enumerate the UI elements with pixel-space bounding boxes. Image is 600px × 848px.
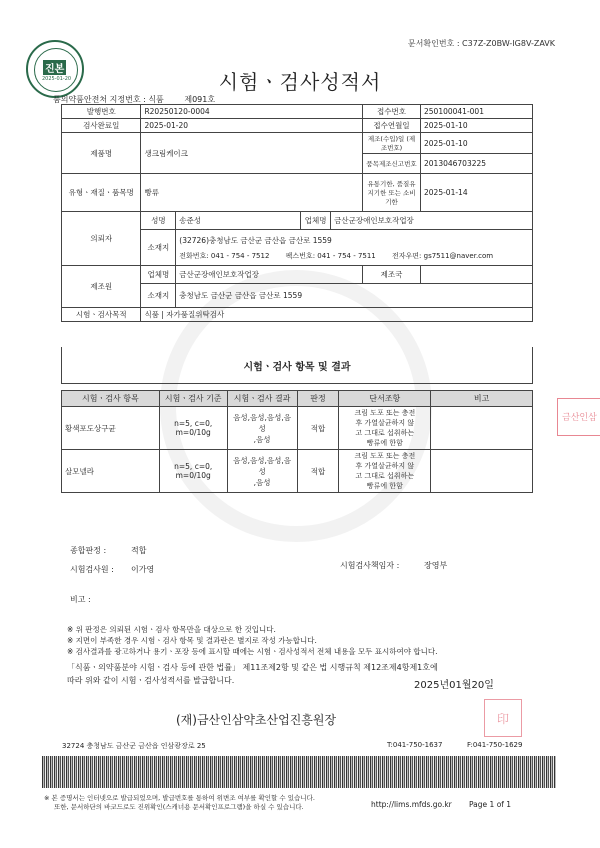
header-note: 단서조항 [339,391,431,407]
receipt-no-label: 접수번호 [363,105,421,119]
issue-no: R20250120-0004 [141,105,363,119]
header-item: 시험ㆍ검사 항목 [62,391,160,407]
client-address: (32726)충청남도 금산군 금산읍 금산로 1559 [179,235,332,245]
row-verdict: 적합 [297,450,339,493]
maker-address-label: 소재지 [141,284,176,308]
receipt-date-label: 접수연월일 [363,119,421,133]
client-fax: 팩스번호: 041 - 754 - 7511 [285,251,376,260]
table-row [62,450,533,493]
side-stamp-text: 금산인삼 [562,413,597,423]
manager-name: 장영부 [424,561,448,570]
agency-seal [484,699,522,737]
row-result: 음성,음성,음성,음성 ,음성 [227,407,297,450]
footer-url: http://lims.mfds.go.kr [371,800,452,809]
results-table [61,390,533,493]
product-type: 빵류 [141,174,363,212]
results-title-box [61,347,533,384]
maker-address: 충청남도 금산군 금산읍 금산로 1559 [176,284,533,308]
footer-address: 32724 충청남도 금산군 금산읍 인삼광장로 25 [62,742,206,750]
receipt-no: 250100041-001 [421,105,533,119]
maker-label: 제조원 [62,266,141,308]
seal-date: 2025-01-20 [42,76,72,82]
header-result: 시험ㆍ검사 결과 [227,391,297,407]
row-result: 음성,음성,음성,음성 ,음성 [227,450,297,493]
note-2: ※ 지면이 부족한 경우 시험ㆍ검사 항목 및 결과란은 별지로 작성 가능합니다. [67,636,317,645]
footer-note-2: 또한, 문서하단의 바코드로도 진위확인(스캐너용 문서확인프로그램)을 하실 수 있습니다. [54,803,304,811]
manager-label: 시험검사책임자 : [340,561,400,570]
info-table [61,104,533,322]
footer-tel: T:041-750-1637 [387,741,443,749]
row-remark [431,407,533,450]
inspector-name: 이가영 [131,565,155,574]
client-name-label: 성명 [141,212,176,230]
header-remark: 비고 [431,391,533,407]
row-item: 황색포도상구균 [62,407,160,450]
client-company: 금산군장애인보호작업장 [331,212,533,230]
row-note: 크림 도포 또는 충전 후 가열살균하지 않 고 그대로 섭취하는 빵류에 한함 [339,450,431,493]
header-standard: 시험ㆍ검사 기준 [159,391,227,407]
maker-company: 금산군장애인보호작업장 [176,266,363,284]
inspector-label: 시험검사원 : [70,565,114,574]
country-label: 제조국 [363,266,421,284]
designation-prefix: 품의약품안전처 지정번호 : 식품 [53,95,164,104]
client-address-block [176,230,533,266]
expiry-label: 유통기한, 품질유지기한 또는 소비기한 [363,174,421,212]
client-email: 전자우편: gs7511@naver.com [392,251,494,260]
agency-seal-text: 印 [496,711,509,726]
note-3: ※ 검사결과를 광고하거나 용기ㆍ포장 등에 표시할 때에는 시험ㆍ검사성적서 전체 내용을 모두 표시하여야 합니다. [67,647,438,656]
judgment-value: 적합 [131,546,147,555]
side-red-stamp [557,398,600,436]
statement-line-1: 「식품ㆍ의약품분야 시험ㆍ검사 등에 관한 법률」 제11조제2항 및 같은 법 시행규칙 제12조제4항제1호에 [67,663,438,672]
remarks-label: 비고 : [70,595,91,604]
mfg-date: 2025-01-10 [421,133,533,154]
agency-name: (재)금산인삼약초산업진흥원장 [176,713,337,727]
results-title: 시험ㆍ검사 항목 및 결과 [243,362,351,373]
purpose-label: 시험ㆍ검사목적 [62,308,141,322]
mfg-date-label: 제조(수입)일 (제조번호) [363,133,421,154]
judgment-label: 종합판정 : [70,546,107,555]
issue-date: 2025년01월20일 [414,680,494,691]
row-standard: n=5, c=0, m=0/10g [159,407,227,450]
report-no: 2013046703225 [421,154,533,174]
client-phone: 전화번호: 041 - 754 - 7512 [179,251,270,260]
maker-company-label: 업체명 [141,266,176,284]
product-label: 제품명 [62,133,141,174]
client-label: 의뢰자 [62,212,141,266]
header-verdict: 판정 [297,391,339,407]
complete-date-label: 검사완료일 [62,119,141,133]
complete-date: 2025-01-20 [141,119,363,133]
table-row [62,407,533,450]
row-remark [431,450,533,493]
document-title: 시험ㆍ검사성적서 [218,70,382,94]
doc-confirm-number: 문서확인번호 : C37Z-Z0BW-IG8V-ZAVK [407,39,555,48]
barcode [42,756,556,788]
client-name: 송준성 [176,212,301,230]
footer-note-1: ※ 본 증명서는 인터넷으로 발급되었으며, 발급번호를 통하여 위변조 여부를 확인할 수 있습니다. [44,794,315,802]
row-standard: n=5, c=0, m=0/10g [159,450,227,493]
seal-text: 진본 [43,60,66,75]
type-label: 유형ㆍ재질ㆍ품목명 [62,174,141,212]
receipt-date: 2025-01-10 [421,119,533,133]
purpose: 식품 | 자가품질위탁검사 [141,308,533,322]
client-address-label: 소재지 [141,230,176,266]
footer-fax: F:041-750-1629 [467,741,523,749]
row-verdict: 적합 [297,407,339,450]
footer-page: Page 1 of 1 [469,800,512,809]
issue-no-label: 발행번호 [62,105,141,119]
expiry-date: 2025-01-14 [421,174,533,212]
row-item: 살모넬라 [62,450,160,493]
note-1: ※ 위 판정은 의뢰된 시험ㆍ검사 항목만을 대상으로 한 것입니다. [67,625,276,634]
report-no-label: 품목제조신고번호 [363,154,421,174]
row-note: 크림 도포 또는 충전 후 가열살균하지 않 고 그대로 섭취하는 빵류에 한함 [339,407,431,450]
client-company-label: 업체명 [301,212,331,230]
country-value [421,266,533,284]
statement-line-2: 따라 위와 같이 시험ㆍ검사성적서를 발급합니다. [67,676,235,685]
designation-value: 제091호 [184,95,216,104]
product-name: 생크림케이크 [141,133,363,174]
